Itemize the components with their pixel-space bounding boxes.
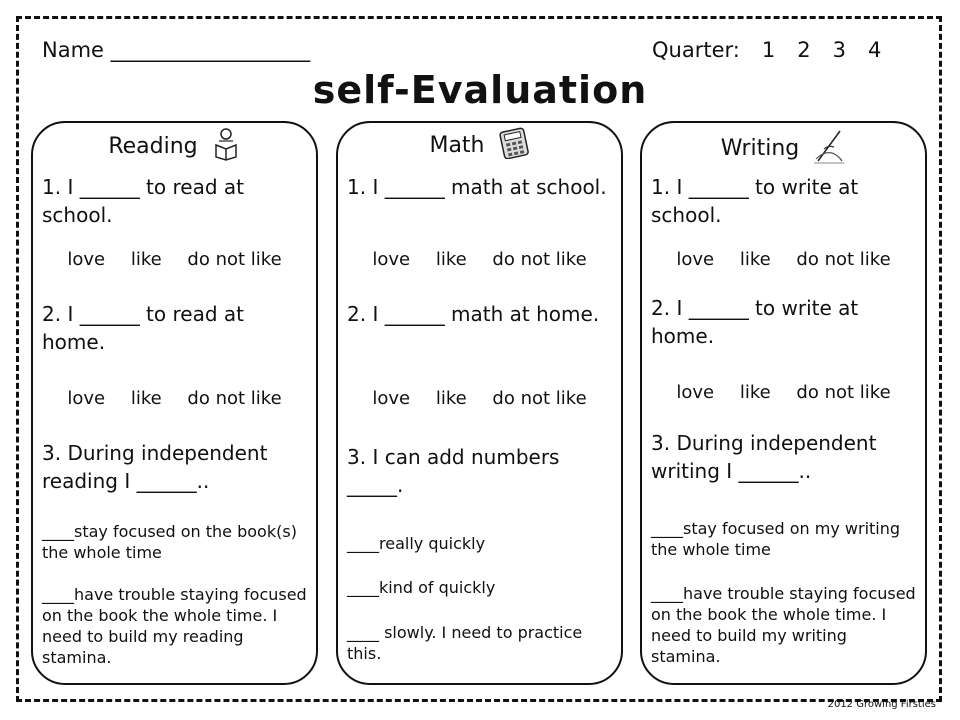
math-column bbox=[336, 121, 623, 685]
writing-q1-choices bbox=[642, 249, 925, 270]
reading-q2-like[interactable]: like bbox=[130, 388, 162, 409]
math-question-1: 1. I ______ math at school. bbox=[347, 175, 607, 199]
writing-q2-like[interactable]: like bbox=[739, 382, 771, 403]
math-question-3: 3. I can add numbers _____. bbox=[347, 445, 560, 497]
reading-heading: Reading bbox=[108, 134, 198, 159]
writing-question-1: 1. I ______ to write at school. bbox=[651, 175, 859, 227]
reading-q2-love[interactable]: love bbox=[67, 388, 106, 409]
reading-q1-like[interactable]: like bbox=[130, 249, 162, 270]
writing-heading: Writing bbox=[720, 136, 800, 161]
reading-q3-option-1[interactable]: ____stay focused on the book(s) the whole time bbox=[42, 522, 297, 562]
writing-question-2: 2. I ______ to write at home. bbox=[651, 296, 859, 348]
writing-q3-option-1[interactable]: ____stay focused on my writing the whole time bbox=[651, 519, 901, 559]
writing-q2-love[interactable]: love bbox=[676, 382, 715, 403]
copyright-footer: 2012 Growing Firsties bbox=[827, 699, 936, 710]
math-heading: Math bbox=[429, 133, 485, 158]
quarter-option-1[interactable]: 1 bbox=[761, 38, 776, 62]
math-q2-do-not-like[interactable]: do not like bbox=[492, 388, 587, 409]
math-q1-love[interactable]: love bbox=[372, 249, 411, 270]
reading-header bbox=[33, 127, 316, 167]
writing-q1-do-not-like[interactable]: do not like bbox=[796, 249, 891, 270]
writing-q2-do-not-like[interactable]: do not like bbox=[796, 382, 891, 403]
writing-q1-like[interactable]: like bbox=[739, 249, 771, 270]
math-header bbox=[338, 127, 621, 165]
writing-q3-option-2[interactable]: ____have trouble staying focused on the book the whole time. I need to build my writing stamina. bbox=[651, 584, 916, 666]
calculator-icon bbox=[498, 127, 530, 165]
quarter-option-2[interactable]: 2 bbox=[797, 38, 811, 62]
math-q2-like[interactable]: like bbox=[435, 388, 467, 409]
quarter-option-3[interactable]: 3 bbox=[832, 38, 846, 62]
quarter-option-4[interactable]: 4 bbox=[867, 38, 882, 62]
reading-q1-love[interactable]: love bbox=[67, 249, 106, 270]
writing-q2-choices bbox=[642, 382, 925, 403]
math-q2-choices bbox=[338, 388, 621, 409]
math-q1-do-not-like[interactable]: do not like bbox=[492, 249, 587, 270]
reading-child-icon bbox=[211, 127, 241, 167]
reading-question-1: 1. I ______ to read at school. bbox=[42, 175, 244, 227]
name-field[interactable]: Name ___________________ bbox=[42, 38, 311, 62]
reading-q3-option-2[interactable]: ____have trouble staying focused on the book the whole time. I need to build my reading stamina. bbox=[42, 585, 307, 667]
math-q1-like[interactable]: like bbox=[435, 249, 467, 270]
writing-header bbox=[642, 127, 925, 171]
hand-writing-icon bbox=[812, 127, 846, 171]
math-q3-option-2[interactable]: ____kind of quickly bbox=[347, 578, 496, 597]
reading-question-3: 3. During independent reading I ______.. bbox=[42, 441, 268, 493]
reading-column bbox=[31, 121, 318, 685]
math-q3-option-1[interactable]: ____really quickly bbox=[347, 534, 486, 553]
reading-question-2: 2. I ______ to read at home. bbox=[42, 302, 244, 354]
math-q1-choices bbox=[338, 249, 621, 270]
reading-q1-do-not-like[interactable]: do not like bbox=[187, 249, 282, 270]
writing-q1-love[interactable]: love bbox=[676, 249, 715, 270]
quarter-label: Quarter: bbox=[652, 38, 740, 62]
page-title: self-Evaluation bbox=[312, 68, 648, 112]
math-q2-love[interactable]: love bbox=[372, 388, 411, 409]
writing-column bbox=[640, 121, 927, 685]
reading-q2-choices bbox=[33, 388, 316, 409]
quarter-selector bbox=[652, 38, 881, 62]
math-question-2: 2. I ______ math at home. bbox=[347, 302, 600, 326]
reading-q1-choices bbox=[33, 249, 316, 270]
math-q3-option-3[interactable]: ____ slowly. I need to practice this. bbox=[347, 623, 583, 663]
writing-question-3: 3. During independent writing I ______.. bbox=[651, 431, 877, 483]
reading-q2-do-not-like[interactable]: do not like bbox=[187, 388, 282, 409]
